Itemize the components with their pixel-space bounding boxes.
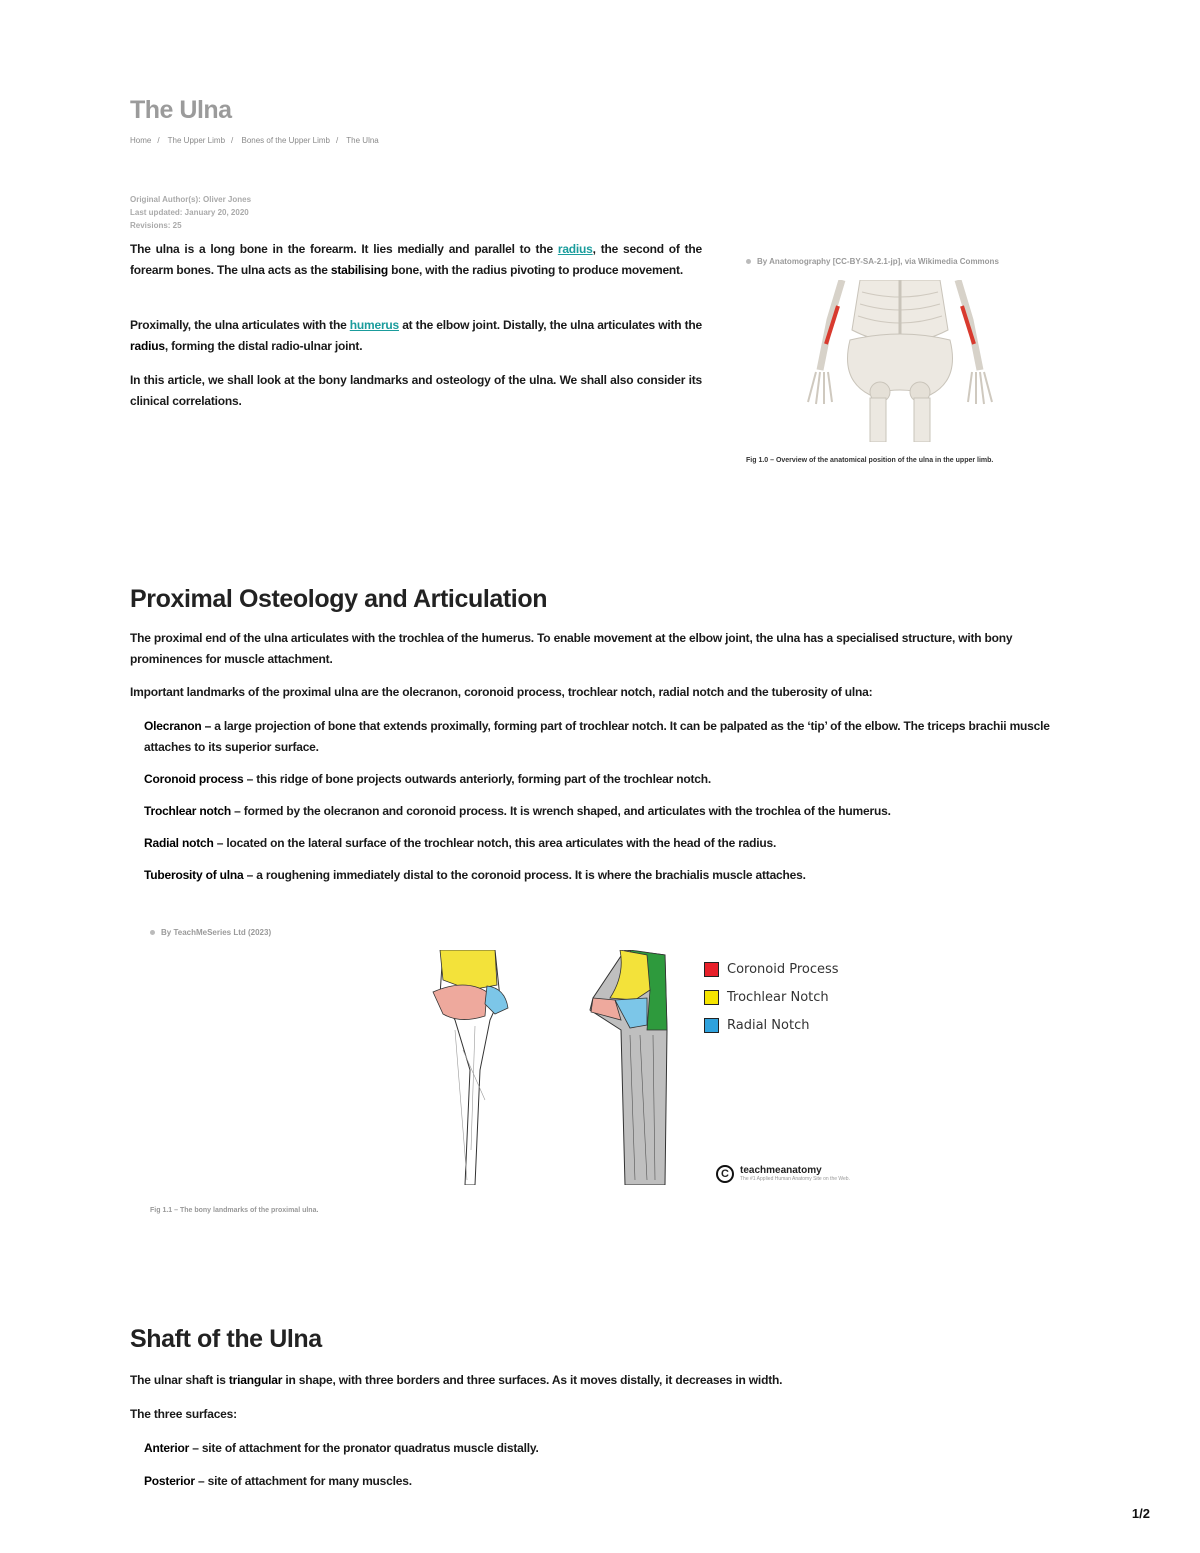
breadcrumb-home[interactable]: Home (130, 136, 152, 145)
legend-swatch (704, 990, 719, 1005)
figure1-credit: By Anatomography [CC-BY-SA-2.1-jp], via Wikimedia Commons (746, 257, 999, 266)
info-icon (746, 259, 751, 264)
proximal-paragraph-1: The proximal end of the ulna articulates with the trochlea of the humerus. To enable movement at the elbow joint, the ulna has a specialised structure, with bony prominences for muscle attachment. (130, 631, 1013, 666)
humerus-link[interactable]: humerus (349, 318, 400, 332)
shaft-paragraph-1: The ulnar shaft is triangular in shape, with three borders and three surfaces. As it moves distally, it decreases in width. (130, 1373, 783, 1387)
copyright-icon: C (716, 1165, 734, 1183)
info-icon (150, 930, 155, 935)
article-meta (130, 193, 251, 232)
radius-link[interactable]: radius (557, 242, 593, 256)
list-item: Coronoid process – this ridge of bone projects outwards anteriorly, forming part of the trochlear notch. (144, 772, 712, 786)
legend-swatch (704, 962, 719, 977)
list-item: Anterior – site of attachment for the pronator quadratus muscle distally. (144, 1441, 539, 1455)
intro-paragraph-1: The ulna is a long bone in the forearm. It lies medially and parallel to the radius, the second of the forearm bones. The ulna acts as the stabilising bone, with the radius pivoting to produce movement. (130, 242, 702, 277)
proximal-paragraph-2: Important landmarks of the proximal ulna are the olecranon, coronoid process, trochlear notch, radial notch and the tuberosity of ulna: (130, 685, 873, 699)
intro-paragraph-2: Proximally, the ulna articulates with the humerus at the elbow joint. Distally, the ulna articulates with the radius, forming the distal radio-ulnar joint. (130, 318, 702, 353)
shaft-paragraph-2: The three surfaces: (130, 1407, 237, 1421)
breadcrumb-current: The Ulna (346, 136, 379, 145)
section-heading-proximal: Proximal Osteology and Articulation (130, 585, 548, 613)
list-item: Trochlear notch – formed by the olecranon and coronoid process. It is wrench shaped, and articulates with the trochlea of the humerus. (144, 804, 891, 818)
breadcrumb: Home / The Upper Limb / Bones of the Upper Limb / The Ulna (130, 136, 379, 145)
last-updated: Last updated: January 20, 2020 (130, 208, 249, 217)
revisions[interactable]: Revisions: 25 (130, 221, 182, 230)
breadcrumb-bones[interactable]: Bones of the Upper Limb (241, 136, 330, 145)
legend-item-coronoid: Coronoid Process (704, 959, 839, 979)
skeleton-figure (800, 280, 1000, 442)
breadcrumb-upper-limb[interactable]: The Upper Limb (167, 136, 226, 145)
list-item: Posterior – site of attachment for many muscles. (144, 1474, 412, 1488)
page-number: 1/2 (1131, 1506, 1150, 1521)
list-item: Olecranon – a large projection of bone that extends proximally, forming part of trochlear notch. It can be palpated as the ‘tip’ of the elbow. The triceps brachii muscle attaches to its superior surface. (144, 719, 1050, 754)
figure2-credit: By TeachMeSeries Ltd (2023) (150, 928, 271, 937)
figure2-caption: Fig 1.1 – The bony landmarks of the proximal ulna. (150, 1207, 319, 1214)
proximal-ulna-illustration (425, 950, 675, 1185)
legend-item-trochlear: Trochlear Notch (704, 987, 829, 1007)
figure1-caption: Fig 1.0 – Overview of the anatomical position of the ulna in the upper limb. (746, 457, 994, 464)
page-title: The Ulna (130, 96, 232, 124)
list-item: Radial notch – located on the lateral surface of the trochlear notch, this area articulates with the head of the radius. (144, 836, 777, 850)
legend-swatch (704, 1018, 719, 1033)
intro-paragraph-3: In this article, we shall look at the bony landmarks and osteology of the ulna. We shall also consider its clinical correlations. (130, 373, 702, 408)
section-heading-shaft: Shaft of the Ulna (130, 1325, 322, 1353)
author: Original Author(s): Oliver Jones (130, 195, 252, 204)
legend-item-radial: Radial Notch (704, 1015, 809, 1035)
list-item: Tuberosity of ulna – a roughening immediately distal to the coronoid process. It is where the brachialis muscle attaches. (144, 868, 806, 882)
teachmeanatomy-logo: C teachmeanatomy The #1 Applied Human Anatomy Site on the Web. (716, 1165, 850, 1183)
